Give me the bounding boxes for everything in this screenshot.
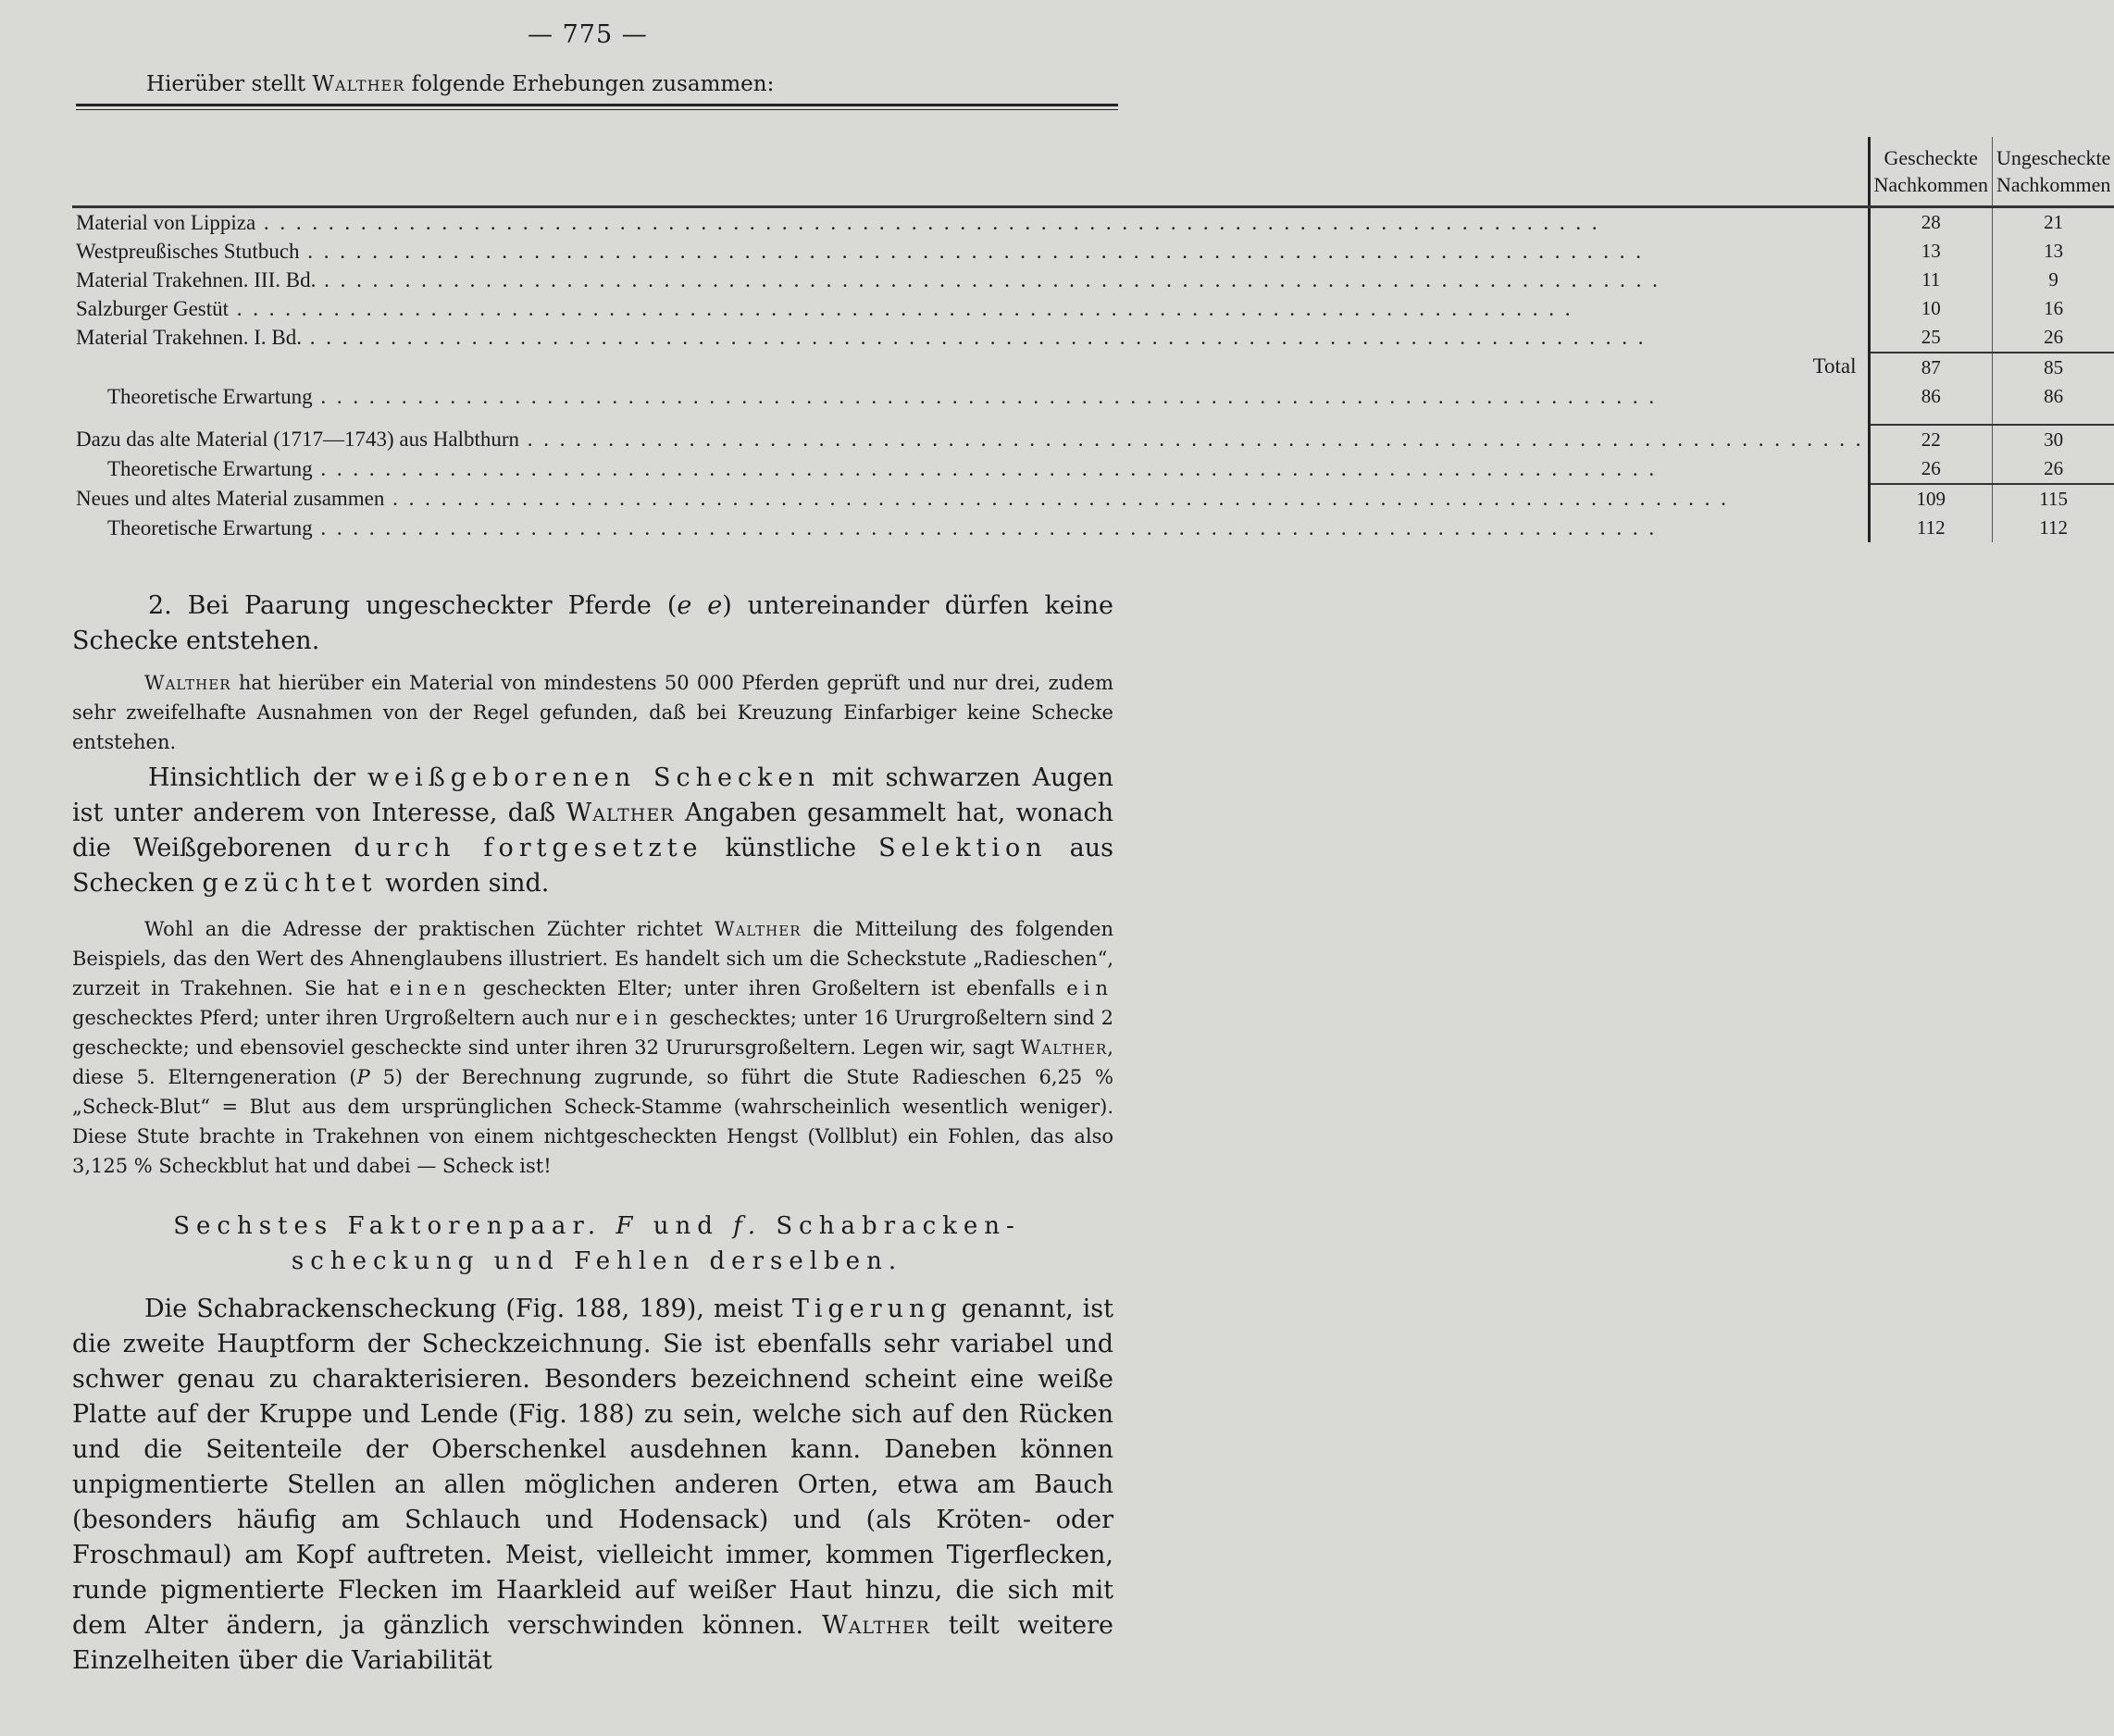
para4-text: teilt weitere Einzelheiten über die Variabilität <box>72 1611 1113 1675</box>
author-name: Walther <box>1020 1036 1108 1059</box>
cell-ungescheckte: 85 <box>1992 353 2114 382</box>
cell-ungescheckte: 13 <box>1992 237 2114 266</box>
para3-spaced: weißgeborenen Schecken <box>367 763 820 792</box>
table-gap <box>72 411 2114 425</box>
cell-ungescheckte: 115 <box>1992 484 2114 514</box>
para3-text: Hinsichtlich der <box>148 763 356 792</box>
heading-text: Sechstes Faktorenpaar. <box>173 1212 603 1240</box>
row-label: Material Trakehnen. I. Bd. . . . <box>76 326 1647 349</box>
cell-gescheckte: 28 <box>1869 207 1992 238</box>
row-label: Material von Lippiza . . . <box>76 211 1600 234</box>
cell-ungescheckte: 112 <box>1992 514 2114 542</box>
col-header-gescheckte: Gescheckte Nachkommen <box>1869 137 1992 207</box>
row-label: Theoretische Erwartung . . . <box>107 516 1657 539</box>
author-name: Walther <box>566 799 675 827</box>
note2-text: , diese 5. Elterngeneration ( <box>72 1036 1113 1088</box>
cell-ungescheckte: 26 <box>1992 454 2114 484</box>
table-row-total <box>72 353 2114 382</box>
para3-spaced: durch fortgesetzte <box>354 834 703 862</box>
para4-text: genannt, ist die zweite Hauptform der Scheckzeichnung. Sie ist ebenfalls sehr variabel und schwer genau zu charakterisieren. Besonders bezeichnend scheint eine weiße Platte auf der Kruppe und Lende (Fig. 188) zu sein, welche sich auf den Rücken und die Seitenteile der Oberschenkel ausdehnen kann. Daneben können unpigmentierte Stellen an allen möglichen anderen Orten, etwa am Bauch (besonders häufig am Schlauch und Hodensack) und (als Kröten- oder Froschmaul) am Kopf auftreten. Meist, vielleicht immer, kommen Tigerflecken, runde pigmentierte Flecken im Haarkleid auf weißer Haut hinzu, die sich mit dem Alter ändern, ja gänzlich verschwinden können. <box>72 1295 1113 1640</box>
total-label: Total <box>1812 354 1857 378</box>
cell-ungescheckte: 16 <box>1992 294 2114 323</box>
table-header-row <box>72 137 2114 207</box>
table-row-expectation <box>72 454 2114 484</box>
cell-ungescheckte: 86 <box>1992 382 2114 411</box>
note2-italic: P <box>356 1066 370 1088</box>
cell-gescheckte: 26 <box>1869 454 1992 484</box>
note2-text: Wohl an die Adresse der praktischen Züchter richtet <box>144 918 703 940</box>
cell-ungescheckte: 26 <box>1992 323 2114 353</box>
cell-gescheckte: 10 <box>1869 294 1992 323</box>
note2-text: gescheckten Elter; unter ihren Großeltern ist ebenfalls <box>482 977 1056 999</box>
note2-spaced: ein <box>616 1007 664 1029</box>
row-label: Theoretische Erwartung . . . <box>107 457 1657 480</box>
para3-text: mit schwarzen Augen ist unter anderem von Interesse, daß <box>72 763 1113 827</box>
table-row-old-material <box>72 425 2114 454</box>
table-row-expectation <box>72 514 2114 542</box>
para3-text: worden sind. <box>385 869 550 898</box>
para2-text-a: 2. Bei Paarung ungescheckter Pferde ( <box>148 591 678 620</box>
author-name: Walther <box>144 672 231 694</box>
cell-gescheckte: 13 <box>1869 237 1992 266</box>
row-label: Dazu das alte Material (1717—1743) aus Halbthurn . . . <box>76 428 1864 451</box>
para3-spaced: Selektion <box>878 834 1048 862</box>
para3-text: Angaben gesammelt hat, wonach die Weißgeborenen <box>72 799 1114 862</box>
row-label: Neues und altes Material zusammen . . . <box>76 487 1729 510</box>
para3-text: künstliche <box>725 834 857 862</box>
para4-spaced: Tigerung <box>791 1295 952 1323</box>
para3-spaced: gezüchtet <box>202 869 378 898</box>
heading-text: Schabracken-scheckung und Fehlen derselben. <box>291 1212 1021 1275</box>
para4-text: Die Schabrackenscheckung (Fig. 188, 189), meist <box>144 1295 783 1323</box>
heading-italic: f. <box>733 1212 763 1240</box>
cell-gescheckte: 22 <box>1869 425 1992 454</box>
note2-spaced: ein <box>1066 977 1113 999</box>
cell-gescheckte: 11 <box>1869 266 1992 294</box>
row-label: Salzburger Gestüt . . . <box>76 297 1573 320</box>
cell-gescheckte: 109 <box>1869 484 1992 514</box>
paragraph-2 <box>72 589 1113 659</box>
note2-text: die Mitteilung des folgenden Beispiels, das den Wert des Ahnenglaubens illustriert. Es handelt sich um die Scheckstute „Radieschen“, zurzeit in Trakehnen. Sie hat <box>72 918 1113 999</box>
cell-gescheckte: 87 <box>1869 353 1992 382</box>
cell-ungescheckte: 21 <box>1992 207 2114 238</box>
table-intro <box>146 72 774 96</box>
row-label: Theoretische Erwartung . . . <box>107 385 1657 408</box>
table-row-combined <box>72 484 2114 514</box>
row-label: Westpreußisches Stutbuch . . . <box>76 240 1644 263</box>
row-label: Material Trakehnen. III. Bd. . . . <box>76 268 1660 291</box>
table-top-rule-thin <box>76 109 1118 110</box>
heading-italic: F <box>616 1212 640 1240</box>
cell-gescheckte: 112 <box>1869 514 1992 542</box>
section-heading <box>111 1209 1083 1279</box>
note2-spaced: einen <box>389 977 472 999</box>
page-number: — 775 — <box>528 20 648 49</box>
paragraph-4 <box>72 1292 1113 1679</box>
author-name: Walther <box>715 918 802 940</box>
para3-text: aus Schecken <box>72 834 1113 898</box>
author-name: Walther <box>312 72 405 96</box>
col-header-ungescheckte: Ungescheckte Nachkommen <box>1992 137 2114 207</box>
note2-text: 5) der Berechnung zugrunde, so führt die Stute Radieschen 6,25 % „Scheck-Blut“ = Blut aus dem ursprünglichen Scheck-Stamme (wahrscheinlich wesentlich weniger). Diese Stute brachte in Trakehnen von einem nichtgescheckten Hengst (Vollblut) ein Fohlen, das also 3,125 % Scheckblut hat und dabei — Scheck ist! <box>72 1066 1113 1177</box>
heading-text: und <box>653 1212 719 1240</box>
table-row <box>72 207 2114 238</box>
para2-italic: e e <box>677 591 723 620</box>
author-name: Walther <box>821 1611 930 1640</box>
table-row <box>72 266 2114 294</box>
cell-ungescheckte: 30 <box>1992 425 2114 454</box>
para2-text-b: ) untereinander dürfen keine Schecke entstehen. <box>72 591 1113 655</box>
note2-text: geschecktes Pferd; unter ihren Urgroßeltern auch nur <box>72 1007 610 1029</box>
note-paragraph-1 <box>72 668 1113 757</box>
header-empty-cell <box>72 137 1869 207</box>
intro-text-after: folgende Erhebungen zusammen: <box>411 72 775 96</box>
table-row <box>72 294 2114 323</box>
table-row <box>72 323 2114 353</box>
table-row <box>72 237 2114 266</box>
paragraph-3 <box>72 761 1113 901</box>
cell-gescheckte: 86 <box>1869 382 1992 411</box>
note-paragraph-2 <box>72 914 1113 1181</box>
intro-text-before: Hierüber stellt <box>146 72 306 96</box>
table-top-rule <box>76 104 1118 106</box>
statistics-table <box>72 137 2114 542</box>
note1-text: hat hierüber ein Material von mindestens 50 000 Pferden geprüft und nur drei, zudem sehr zweifelhafte Ausnahmen von der Regel gefunden, daß bei Kreuzung Einfarbiger keine Schecke entstehen. <box>72 672 1113 753</box>
table-row-expectation <box>72 382 2114 411</box>
note2-text: geschecktes; unter 16 Ururgroßeltern sind 2 gescheckte; und ebensoviel gescheckte sind unter ihren 32 Ururursgroßeltern. Legen wir, sagt <box>72 1007 1113 1059</box>
cell-gescheckte: 25 <box>1869 323 1992 353</box>
cell-ungescheckte: 9 <box>1992 266 2114 294</box>
